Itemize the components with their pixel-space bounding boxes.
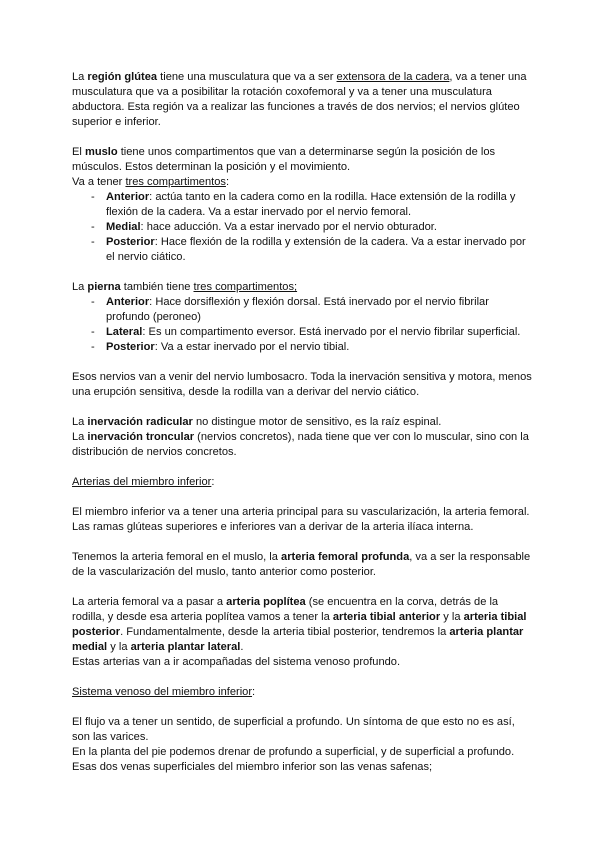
document-page [72,70,532,775]
heading-arteries: Arterias del miembro inferior: [72,476,215,488]
list-item: - Lateral: Es un compartimento eversor. Está inervado por el nervio fibrilar superficial. [72,325,532,340]
paragraph-venous-flow: El flujo va a tener un sentido, de superficial a profundo. Un síntoma de que esto no es así, son las varices. En la planta del pie podemos drenar de profundo a superficial, y de superficial a profundo. Esas dos venas superficiales del miembro inferior son las venas safenas; [72,716,515,773]
paragraph-deep-femoral: Tenemos la arteria femoral en el muslo, la arteria femoral profunda, va a ser la responsable de la vascularización del muslo, tanto anterior como posterior. [72,551,531,578]
paragraph-popliteal: La arteria femoral va a pasar a arteria poplítea (se encuentra en la corva, detrás de la rodilla, y desde esa arteria poplítea vamos a tener la arteria tibial anterior y la arteria tibial posterior. Fundamentalmente, desde la arteria tibial posterior, tendremos la arteria plantar medial y la arteria plantar lateral. Estas arterias van a ir acompañadas del sistema venoso profundo. [72,596,527,668]
heading-venous-system: Sistema venoso del miembro inferior: [72,686,256,698]
term-hip-extensor: extensora de la cadera [336,71,450,83]
thigh-compartments-list [72,190,532,265]
term-medial-plantar-artery: arteria plantar medial [72,626,524,653]
list-item: - Posterior: Va a estar inervado por el nervio tibial. [72,340,532,355]
term-troncular: inervación troncular [87,431,195,443]
term-lateral-plantar-artery: arteria plantar lateral [130,641,241,653]
term-leg: pierna [87,281,121,293]
term-popliteal-artery: arteria poplítea [226,596,306,608]
list-item: - Posterior: Hace flexión de la rodilla y extensión de la cadera. Va a estar inervado por el nervio ciático. [72,235,532,265]
paragraph-femoral-artery: El miembro inferior va a tener una arteria principal para su vascularización, la arteria femoral. Las ramas glúteas superiores e inferiores van a derivar de la arteria ilíaca interna. [72,506,530,533]
term-anterior-tibial-artery: arteria tibial anterior [332,611,441,623]
term-deep-femoral-artery: arteria femoral profunda [281,551,410,563]
term-thigh: muslo [84,146,118,158]
paragraph-innervation: La inervación radicular no distingue motor de sensitivo, es la raíz espinal. La inervación troncular (nervios concretos), nada tiene que ver con lo muscular, sino con la distribución de nervios concretos. [72,416,529,458]
paragraph-leg: La pierna también tiene tres compartimentos; [72,281,298,293]
list-item: - Anterior: Hace dorsiflexión y flexión dorsal. Está inervado por el nervio fibrilar profundo (peroneo) [72,295,532,325]
paragraph-thigh: El muslo tiene unos compartimentos que van a determinarse según la posición de los músculos. Estos determinan la posición y el movimiento. Va a tener tres compartimentos: [72,146,496,188]
list-item: - Medial: hace aducción. Va a estar inervado por el nervio obturador. [72,220,532,235]
leg-compartments-list [72,295,532,355]
paragraph-lumbosacral: Esos nervios van a venir del nervio lumbosacro. Toda la inervación sensitiva y motora, menos una erupción sensitiva, desde la rodilla van a derivar del nervio ciático. [72,371,532,398]
term-three-compartments: tres compartimentos [125,176,226,188]
list-item: - Anterior: actúa tanto en la cadera como en la rodilla. Hace extensión de la rodilla y flexión de la cadera. Va a estar inervado por el nervio femoral. [72,190,532,220]
term-radicular: inervación radicular [87,416,193,428]
term-posterior-tibial-artery: arteria tibial posterior [72,611,527,638]
paragraph-gluteal-region: La región glútea tiene una musculatura que va a ser extensora de la cadera, va a tener una musculatura que va a posibilitar la rotación coxofemoral y va a tener una musculatura abductora. Esta región va a realizar las funciones a través de dos nervios; el nervios glúteo superior e inferior. [72,71,527,128]
term-gluteal-region: región glútea [87,71,158,83]
term-three-compartments-leg: tres compartimentos; [193,281,298,293]
